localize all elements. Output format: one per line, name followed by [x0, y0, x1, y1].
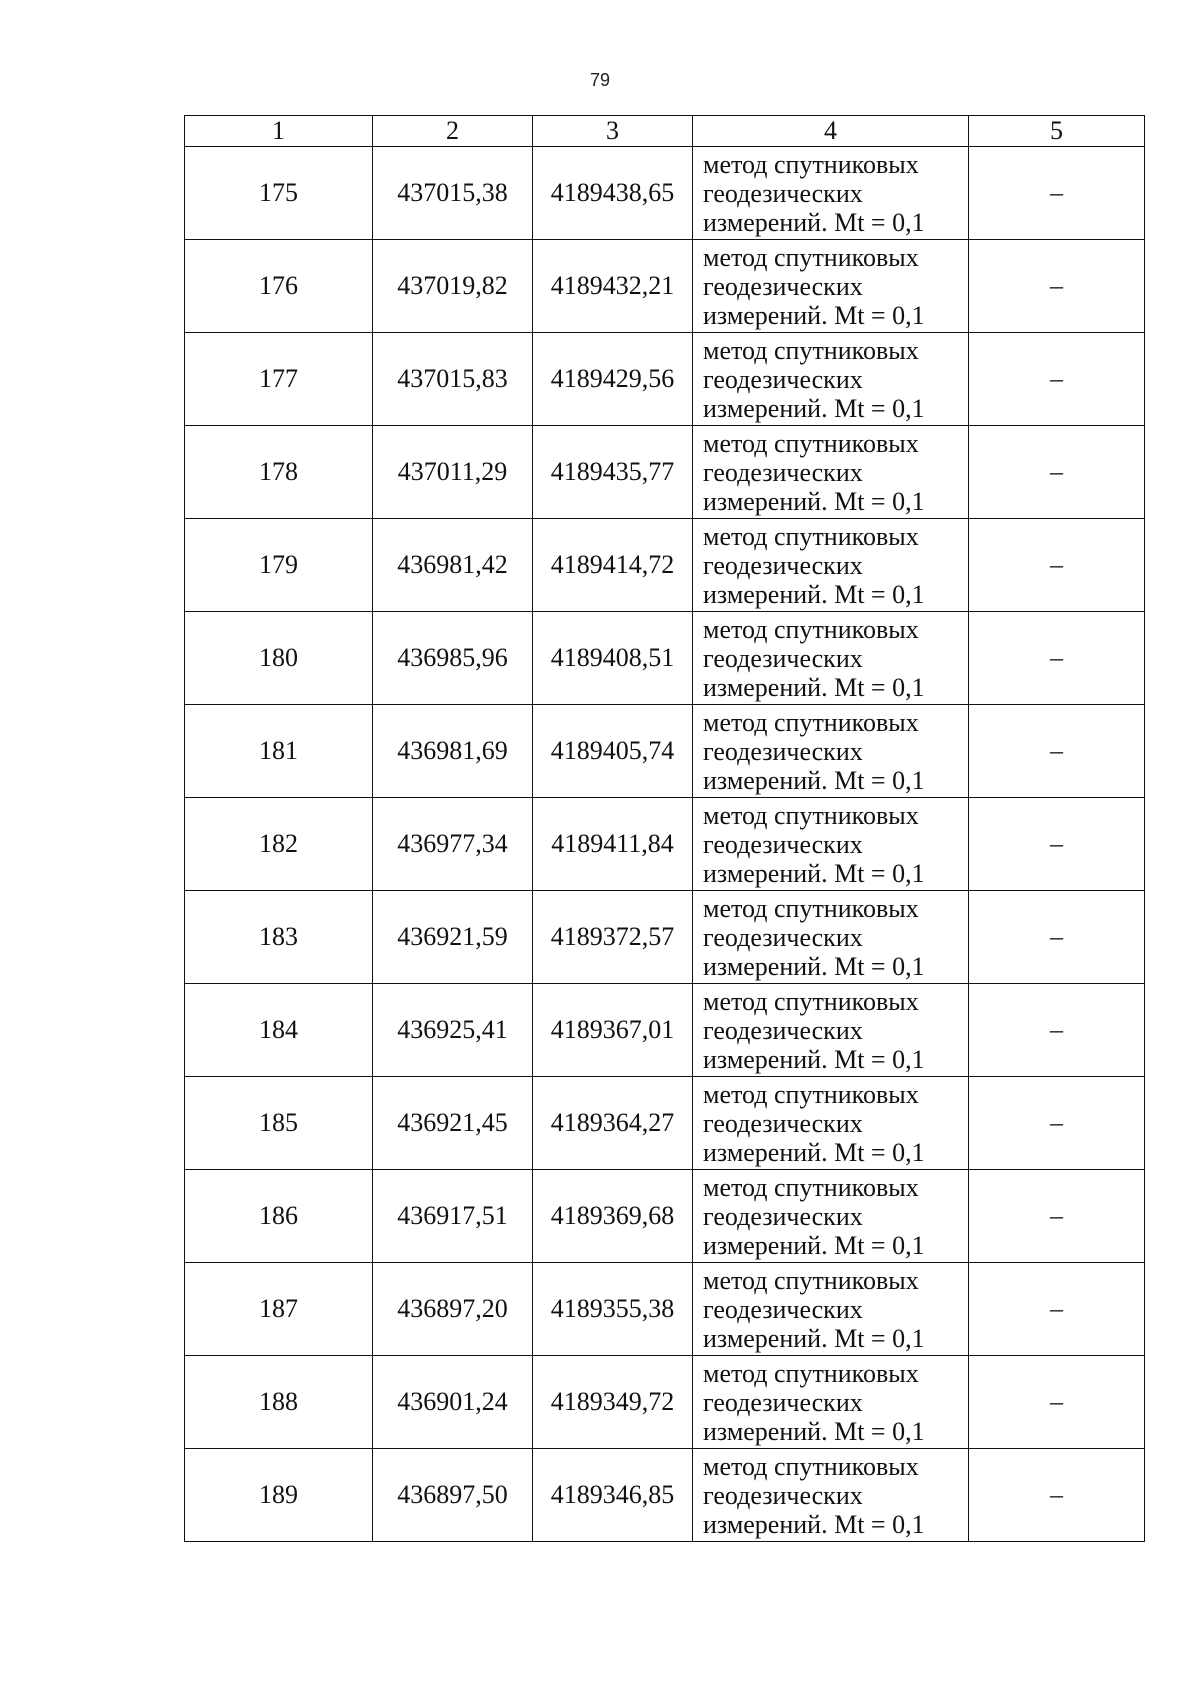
table-row [185, 984, 1145, 1077]
y-coordinate-cell: 4189429,56 [533, 333, 693, 426]
method-text-line: метод спутниковых [703, 1079, 919, 1109]
table-row [185, 333, 1145, 426]
method-text-line: измерений. Mt = 0,1 [703, 765, 925, 795]
column-header-1: 1 [185, 116, 373, 147]
method-text-line: измерений. Mt = 0,1 [703, 1323, 925, 1353]
note-cell: – [969, 147, 1145, 240]
method-text-line: метод спутниковых [703, 428, 919, 458]
method-text-line: измерений. Mt = 0,1 [703, 1137, 925, 1167]
method-text-line: метод спутниковых [703, 149, 919, 179]
table-row [185, 1356, 1145, 1449]
y-coordinate-cell: 4189432,21 [533, 240, 693, 333]
y-coordinate-cell: 4189435,77 [533, 426, 693, 519]
method-text-line: геодезических [703, 1108, 863, 1138]
method-cell [693, 891, 969, 984]
note-cell: – [969, 240, 1145, 333]
method-text-line: геодезических [703, 1015, 863, 1045]
table-row [185, 1263, 1145, 1356]
y-coordinate-cell: 4189405,74 [533, 705, 693, 798]
table-header [185, 116, 1145, 147]
method-text-line: геодезических [703, 1480, 863, 1510]
column-header-2: 2 [373, 116, 533, 147]
table-row [185, 705, 1145, 798]
method-cell [693, 984, 969, 1077]
method-text-line: измерений. Mt = 0,1 [703, 1509, 925, 1539]
y-coordinate-cell: 4189346,85 [533, 1449, 693, 1542]
method-cell [693, 705, 969, 798]
x-coordinate-cell: 436897,50 [373, 1449, 533, 1542]
table-body [185, 147, 1145, 1542]
method-text-line: геодезических [703, 922, 863, 952]
method-text-line: метод спутниковых [703, 986, 919, 1016]
note-cell: – [969, 612, 1145, 705]
method-text-line: измерений. Mt = 0,1 [703, 300, 925, 330]
x-coordinate-cell: 436925,41 [373, 984, 533, 1077]
y-coordinate-cell: 4189408,51 [533, 612, 693, 705]
method-text-line: геодезических [703, 457, 863, 487]
method-text-line: метод спутниковых [703, 1451, 919, 1481]
method-cell [693, 1263, 969, 1356]
note-cell: – [969, 1263, 1145, 1356]
method-cell [693, 519, 969, 612]
method-text-line: геодезических [703, 1387, 863, 1417]
method-text-line: измерений. Mt = 0,1 [703, 393, 925, 423]
note-cell: – [969, 798, 1145, 891]
method-text-line: измерений. Mt = 0,1 [703, 579, 925, 609]
note-cell: – [969, 1449, 1145, 1542]
point-number-cell: 181 [185, 705, 373, 798]
method-text-line: геодезических [703, 1294, 863, 1324]
y-coordinate-cell: 4189369,68 [533, 1170, 693, 1263]
table-row [185, 612, 1145, 705]
method-text-line: измерений. Mt = 0,1 [703, 858, 925, 888]
method-cell [693, 426, 969, 519]
point-number-cell: 185 [185, 1077, 373, 1170]
page-number: 79 [589, 70, 611, 90]
note-cell: – [969, 705, 1145, 798]
method-cell [693, 333, 969, 426]
method-cell [693, 1449, 969, 1542]
point-number-cell: 175 [185, 147, 373, 240]
column-header-4: 4 [693, 116, 969, 147]
y-coordinate-cell: 4189414,72 [533, 519, 693, 612]
method-text-line: измерений. Mt = 0,1 [703, 1044, 925, 1074]
method-text-line: геодезических [703, 364, 863, 394]
method-text-line: метод спутниковых [703, 521, 919, 551]
table-row [185, 426, 1145, 519]
note-cell: – [969, 891, 1145, 984]
x-coordinate-cell: 436901,24 [373, 1356, 533, 1449]
table-row [185, 798, 1145, 891]
point-number-cell: 178 [185, 426, 373, 519]
x-coordinate-cell: 437011,29 [373, 426, 533, 519]
method-cell [693, 798, 969, 891]
point-number-cell: 184 [185, 984, 373, 1077]
point-number-cell: 180 [185, 612, 373, 705]
x-coordinate-cell: 436981,69 [373, 705, 533, 798]
method-text-line: геодезических [703, 550, 863, 580]
column-header-5: 5 [969, 116, 1145, 147]
table-row [185, 1077, 1145, 1170]
coordinates-table [184, 115, 1145, 1542]
method-text-line: измерений. Mt = 0,1 [703, 951, 925, 981]
table-row [185, 519, 1145, 612]
method-cell [693, 1170, 969, 1263]
method-cell [693, 240, 969, 333]
point-number-cell: 179 [185, 519, 373, 612]
point-number-cell: 182 [185, 798, 373, 891]
method-cell [693, 612, 969, 705]
point-number-cell: 186 [185, 1170, 373, 1263]
method-text-line: геодезических [703, 178, 863, 208]
method-text-line: геодезических [703, 829, 863, 859]
note-cell: – [969, 333, 1145, 426]
x-coordinate-cell: 436921,45 [373, 1077, 533, 1170]
method-text-line: метод спутниковых [703, 1172, 919, 1202]
y-coordinate-cell: 4189372,57 [533, 891, 693, 984]
table-row [185, 1170, 1145, 1263]
method-cell [693, 1077, 969, 1170]
note-cell: – [969, 426, 1145, 519]
point-number-cell: 176 [185, 240, 373, 333]
method-text-line: метод спутниковых [703, 242, 919, 272]
point-number-cell: 189 [185, 1449, 373, 1542]
table-row [185, 240, 1145, 333]
method-text-line: измерений. Mt = 0,1 [703, 486, 925, 516]
x-coordinate-cell: 437015,38 [373, 147, 533, 240]
note-cell: – [969, 984, 1145, 1077]
header-row [185, 116, 1145, 147]
method-text-line: геодезических [703, 271, 863, 301]
x-coordinate-cell: 437019,82 [373, 240, 533, 333]
method-text-line: метод спутниковых [703, 707, 919, 737]
method-text-line: измерений. Mt = 0,1 [703, 672, 925, 702]
table-row [185, 1449, 1145, 1542]
note-cell: – [969, 519, 1145, 612]
table-row [185, 891, 1145, 984]
method-text-line: геодезических [703, 1201, 863, 1231]
method-text-line: измерений. Mt = 0,1 [703, 207, 925, 237]
point-number-cell: 177 [185, 333, 373, 426]
point-number-cell: 183 [185, 891, 373, 984]
method-cell [693, 147, 969, 240]
x-coordinate-cell: 436985,96 [373, 612, 533, 705]
table-row [185, 147, 1145, 240]
note-cell: – [969, 1077, 1145, 1170]
method-text-line: измерений. Mt = 0,1 [703, 1416, 925, 1446]
x-coordinate-cell: 436897,20 [373, 1263, 533, 1356]
point-number-cell: 187 [185, 1263, 373, 1356]
note-cell: – [969, 1356, 1145, 1449]
y-coordinate-cell: 4189367,01 [533, 984, 693, 1077]
y-coordinate-cell: 4189349,72 [533, 1356, 693, 1449]
method-text-line: метод спутниковых [703, 893, 919, 923]
method-cell [693, 1356, 969, 1449]
y-coordinate-cell: 4189364,27 [533, 1077, 693, 1170]
note-cell: – [969, 1170, 1145, 1263]
y-coordinate-cell: 4189411,84 [533, 798, 693, 891]
x-coordinate-cell: 436981,42 [373, 519, 533, 612]
x-coordinate-cell: 436977,34 [373, 798, 533, 891]
method-text-line: метод спутниковых [703, 614, 919, 644]
method-text-line: геодезических [703, 643, 863, 673]
column-header-3: 3 [533, 116, 693, 147]
method-text-line: метод спутниковых [703, 800, 919, 830]
method-text-line: метод спутниковых [703, 335, 919, 365]
method-text-line: геодезических [703, 736, 863, 766]
method-text-line: метод спутниковых [703, 1358, 919, 1388]
y-coordinate-cell: 4189355,38 [533, 1263, 693, 1356]
method-text-line: измерений. Mt = 0,1 [703, 1230, 925, 1260]
y-coordinate-cell: 4189438,65 [533, 147, 693, 240]
method-text-line: метод спутниковых [703, 1265, 919, 1295]
point-number-cell: 188 [185, 1356, 373, 1449]
x-coordinate-cell: 436917,51 [373, 1170, 533, 1263]
x-coordinate-cell: 436921,59 [373, 891, 533, 984]
x-coordinate-cell: 437015,83 [373, 333, 533, 426]
